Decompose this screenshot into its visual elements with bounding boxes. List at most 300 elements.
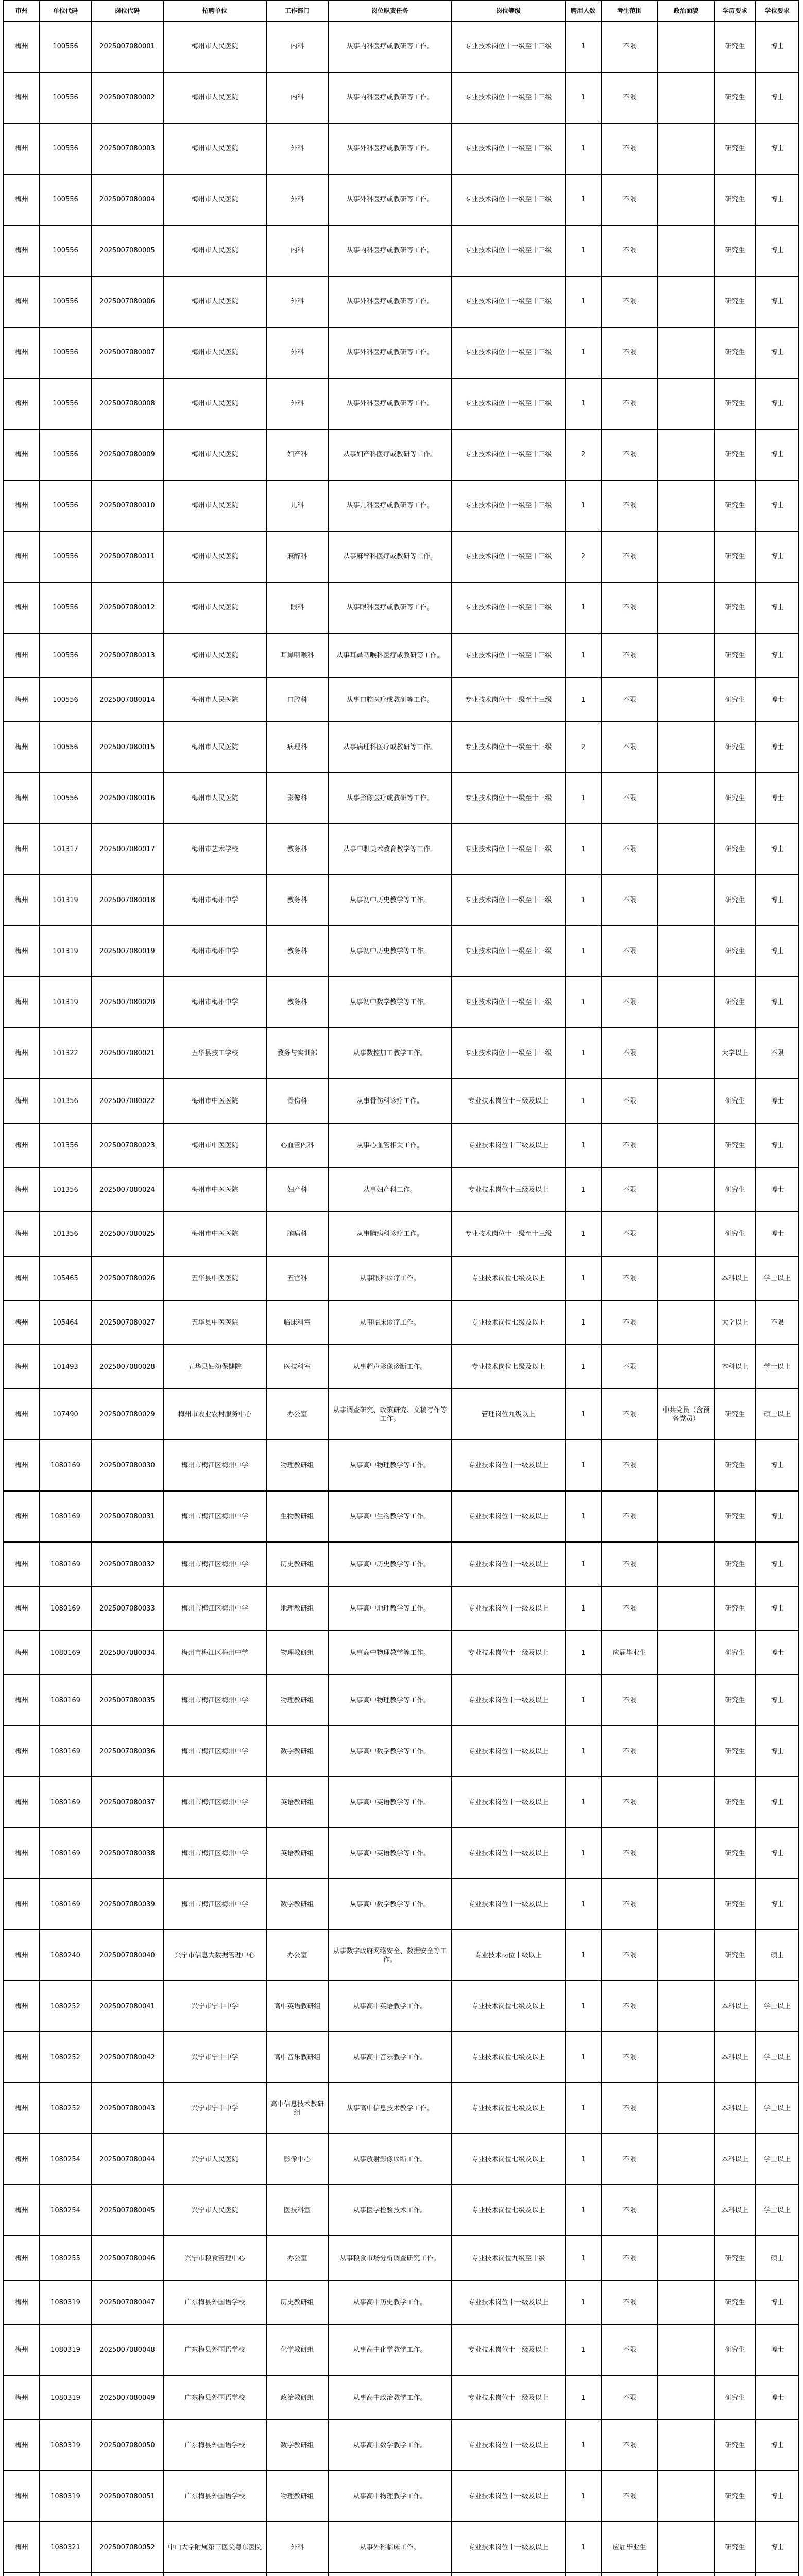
table-cell: 研究生 (714, 633, 756, 677)
table-row (4, 2376, 799, 2420)
table-cell: 梅州市梅江区梅州中学 (163, 1440, 266, 1491)
table-cell: 1 (565, 1675, 601, 1726)
table-cell: 不限 (601, 276, 658, 327)
table-row (4, 531, 799, 582)
table-cell: 2025007080013 (91, 633, 163, 677)
table-cell: 研究生 (714, 429, 756, 480)
table-cell: 不限 (601, 2032, 658, 2083)
table-cell: 1 (565, 1389, 601, 1440)
table-cell: 兴宁市粮食管理中心 (163, 2236, 266, 2280)
table-cell: 105464 (40, 1300, 91, 1345)
table-cell: 物理教研组 (266, 2471, 328, 2522)
table-row (4, 480, 799, 531)
table-cell: 从事高中化学教学工作。 (328, 2325, 452, 2376)
table-cell: 硕士 (756, 1930, 799, 1981)
table-cell: 广东梅县外国语学校 (163, 2471, 266, 2522)
table-cell: 梅州 (4, 1440, 40, 1491)
table-cell: 1 (565, 2083, 601, 2134)
table-cell: 从事高中物理教学工作。 (328, 2471, 452, 2522)
table-row (4, 225, 799, 276)
table-row (4, 1079, 799, 1123)
table-row (4, 1828, 799, 1879)
table-cell: 梅州 (4, 2280, 40, 2325)
table-cell: 从事眼科医疗或教研等工作。 (328, 582, 452, 633)
table-cell: 博士 (756, 2280, 799, 2325)
table-cell: 从事高中物理教学等工作。 (328, 1440, 452, 1491)
table-cell (658, 1586, 714, 1631)
table-cell: 专业技术岗位十一级至十三级 (452, 1028, 565, 1079)
table-cell: 不限 (601, 1675, 658, 1726)
table-row (4, 824, 799, 875)
table-cell: 从事高中数学教学等工作。 (328, 1726, 452, 1777)
table-cell: 博士 (756, 429, 799, 480)
table-cell: 不限 (601, 378, 658, 429)
table-cell: 专业技术岗位十一级至十三级 (452, 677, 565, 722)
column-header: 招聘单位 (163, 1, 266, 21)
table-cell: 学士以上 (756, 1345, 799, 1389)
table-cell: 五华县中医医院 (163, 1256, 266, 1300)
table-cell: 100556 (40, 225, 91, 276)
table-cell: 2025007080049 (91, 2376, 163, 2420)
table-cell: 历史教研组 (266, 1542, 328, 1586)
table-cell: 2025007080046 (91, 2236, 163, 2280)
table-row (4, 21, 799, 72)
column-header: 考生范围 (601, 1, 658, 21)
table-cell: 广东梅县外国语学校 (163, 2280, 266, 2325)
table-cell: 外科 (266, 378, 328, 429)
table-cell: 不限 (601, 824, 658, 875)
table-cell: 1080319 (40, 2420, 91, 2471)
table-cell: 101319 (40, 875, 91, 926)
table-cell: 2025007080037 (91, 1777, 163, 1828)
table-cell: 教务与实训部 (266, 1028, 328, 1079)
table-cell: 专业技术岗位十一级至十三级 (452, 327, 565, 378)
table-cell: 麻醉科 (266, 531, 328, 582)
table-cell (601, 2573, 658, 2576)
table-cell: 专业技术岗位十一级至十三级 (452, 531, 565, 582)
table-cell (565, 2573, 601, 2576)
table-cell: 学士以上 (756, 1981, 799, 2032)
table-cell: 梅州 (4, 2522, 40, 2573)
table-cell: 梅州市梅江区梅州中学 (163, 1777, 266, 1828)
table-cell (266, 2573, 328, 2576)
table-cell (658, 1777, 714, 1828)
table-cell: 不限 (601, 2083, 658, 2134)
table-cell: 兴宁市宁中中学 (163, 2083, 266, 2134)
table-cell: 不限 (601, 1879, 658, 1930)
table-cell: 梅州市人民医院 (163, 480, 266, 531)
table-cell (658, 722, 714, 773)
table-body (4, 21, 799, 2576)
table-cell: 不限 (601, 582, 658, 633)
table-cell: 专业技术岗位十一级至十三级 (452, 582, 565, 633)
table-cell: 1080319 (40, 2325, 91, 2376)
table-cell: 2025007080051 (91, 2471, 163, 2522)
table-cell: 2025007080006 (91, 276, 163, 327)
table-cell: 梅州市人民医院 (163, 327, 266, 378)
table-cell: 博士 (756, 926, 799, 977)
table-row (4, 378, 799, 429)
table-cell: 从事内科医疗或教研等工作。 (328, 72, 452, 123)
table-cell: 专业技术岗位十三级及以上 (452, 1079, 565, 1123)
table-cell: 博士 (756, 677, 799, 722)
table-cell: 研究生 (714, 1440, 756, 1491)
table-cell: 研究生 (714, 2376, 756, 2420)
table-cell: 1 (565, 174, 601, 225)
table-cell: 梅州 (4, 2236, 40, 2280)
column-header: 岗位职责任务 (328, 1, 452, 21)
table-cell: 从事外科医疗或教研等工作。 (328, 378, 452, 429)
table-cell: 研究生 (714, 2420, 756, 2471)
table-cell: 办公室 (266, 2236, 328, 2280)
table-cell: 五官科 (266, 1256, 328, 1300)
table-cell: 1 (565, 1726, 601, 1777)
table-cell: 2025007080033 (91, 1586, 163, 1631)
table-cell (658, 225, 714, 276)
table-cell: 研究生 (714, 276, 756, 327)
table-cell: 101356 (40, 1212, 91, 1256)
table-cell: 博士 (756, 1491, 799, 1542)
table-cell: 博士 (756, 582, 799, 633)
table-cell: 从事调查研究、政策研究、文稿写作等工作。 (328, 1389, 452, 1440)
table-cell (658, 1675, 714, 1726)
table-cell: 梅州市中医医院 (163, 1079, 266, 1123)
table-cell: 研究生 (714, 1491, 756, 1542)
table-cell: 2025007080050 (91, 2420, 163, 2471)
table-cell: 从事麻醉科医疗或教研等工作。 (328, 531, 452, 582)
table-cell: 本科以上 (714, 2032, 756, 2083)
table-cell: 博士 (756, 1079, 799, 1123)
table-cell: 梅州市人民医院 (163, 123, 266, 174)
table-cell: 研究生 (714, 2325, 756, 2376)
table-header-row (4, 1, 799, 21)
table-cell: 中山大学附属第三医院粤东医院 (163, 2522, 266, 2573)
table-cell: 2025007080032 (91, 1542, 163, 1586)
table-cell: 办公室 (266, 1930, 328, 1981)
table-cell: 1 (565, 926, 601, 977)
table-cell: 专业技术岗位十一级及以上 (452, 1631, 565, 1675)
table-cell: 专业技术岗位十一级及以上 (452, 2522, 565, 2573)
table-cell: 梅州 (4, 1212, 40, 1256)
table-cell: 梅州市人民医院 (163, 773, 266, 824)
table-cell: 2025007080047 (91, 2280, 163, 2325)
table-cell: 梅州市人民医院 (163, 225, 266, 276)
table-row (4, 875, 799, 926)
table-cell: 英语教研组 (266, 1828, 328, 1879)
table-cell: 生物教研组 (266, 1491, 328, 1542)
table-cell: 100556 (40, 327, 91, 378)
table-cell (658, 824, 714, 875)
table-cell: 临床科室 (266, 1300, 328, 1345)
table-cell (658, 2471, 714, 2522)
table-row (4, 1345, 799, 1389)
table-cell: 2025007080029 (91, 1389, 163, 1440)
table-cell: 1 (565, 123, 601, 174)
table-cell: 从事外科医疗或教研等工作。 (328, 123, 452, 174)
table-cell: 梅州市人民医院 (163, 677, 266, 722)
table-cell: 研究生 (714, 1167, 756, 1212)
table-cell: 博士 (756, 1879, 799, 1930)
table-cell: 2025007080048 (91, 2325, 163, 2376)
table-cell: 专业技术岗位十一级及以上 (452, 2376, 565, 2420)
table-cell (163, 2573, 266, 2576)
table-cell: 从事妇产科医疗或教研等工作。 (328, 429, 452, 480)
table-cell: 2025007080045 (91, 2185, 163, 2236)
table-cell: 1 (565, 1079, 601, 1123)
table-cell: 从事高中信息技术教学工作。 (328, 2083, 452, 2134)
table-cell: 研究生 (714, 1828, 756, 1879)
table-cell: 1 (565, 1777, 601, 1828)
table-cell: 从事高中历史教学工作。 (328, 2280, 452, 2325)
table-cell: 2025007080008 (91, 378, 163, 429)
table-cell: 2025007080031 (91, 1491, 163, 1542)
table-cell: 不限 (601, 773, 658, 824)
table-cell: 梅州 (4, 1777, 40, 1828)
table-cell (658, 429, 714, 480)
table-cell: 2025007080005 (91, 225, 163, 276)
table-cell: 1 (565, 1828, 601, 1879)
table-cell: 梅州市人民医院 (163, 633, 266, 677)
table-cell: 2025007080019 (91, 926, 163, 977)
table-cell: 梅州 (4, 225, 40, 276)
table-cell: 不限 (601, 1930, 658, 1981)
table-cell: 骨伤科 (266, 1079, 328, 1123)
table-cell: 梅州市中医医院 (163, 1212, 266, 1256)
table-cell: 从事耳鼻咽喉科医疗或教研等工作。 (328, 633, 452, 677)
table-cell: 不限 (601, 1586, 658, 1631)
table-cell: 1080319 (40, 2280, 91, 2325)
table-row (4, 1542, 799, 1586)
table-cell: 心血管内科 (266, 1123, 328, 1167)
table-cell: 博士 (756, 2522, 799, 2573)
table-cell: 2 (565, 722, 601, 773)
table-row (4, 1028, 799, 1079)
table-cell: 1 (565, 824, 601, 875)
table-cell: 博士 (756, 2420, 799, 2471)
table-cell: 101356 (40, 1123, 91, 1167)
table-cell: 不限 (601, 429, 658, 480)
table-cell: 从事骨伤科诊疗工作。 (328, 1079, 452, 1123)
table-cell: 博士 (756, 276, 799, 327)
table-cell: 不限 (601, 1981, 658, 2032)
table-cell: 100556 (40, 722, 91, 773)
table-cell: 梅州 (4, 327, 40, 378)
table-cell: 专业技术岗位十一级至十三级 (452, 1212, 565, 1256)
table-cell: 专业技术岗位十一级至十三级 (452, 480, 565, 531)
table-cell: 研究生 (714, 1930, 756, 1981)
table-cell: 本科以上 (714, 2185, 756, 2236)
table-cell: 兴宁市宁中中学 (163, 1981, 266, 2032)
table-cell: 梅州市人民医院 (163, 21, 266, 72)
table-cell: 眼科 (266, 582, 328, 633)
table-cell: 2025007080027 (91, 1300, 163, 1345)
table-cell: 梅州 (4, 1586, 40, 1631)
table-cell: 梅州 (4, 582, 40, 633)
table-cell: 从事心血管相关工作。 (328, 1123, 452, 1167)
table-cell (658, 1212, 714, 1256)
table-cell: 博士 (756, 378, 799, 429)
table-cell: 梅州 (4, 21, 40, 72)
table-row (4, 1440, 799, 1491)
table-cell (658, 1440, 714, 1491)
table-cell: 妇产科 (266, 1167, 328, 1212)
table-cell: 应届毕业生 (601, 1631, 658, 1675)
table-cell: 兴宁市人民医院 (163, 2185, 266, 2236)
table-cell: 不限 (601, 480, 658, 531)
table-cell: 梅州市梅江区梅州中学 (163, 1491, 266, 1542)
table-cell: 研究生 (714, 1123, 756, 1167)
table-cell: 梅州 (4, 1726, 40, 1777)
table-cell: 博士 (756, 327, 799, 378)
table-cell (658, 2134, 714, 2185)
table-cell: 梅州 (4, 2032, 40, 2083)
table-cell: 1080319 (40, 2471, 91, 2522)
column-header: 岗位等级 (452, 1, 565, 21)
table-cell: 从事数控加工教学工作。 (328, 1028, 452, 1079)
table-cell: 1080255 (40, 2236, 91, 2280)
table-cell: 2025007080036 (91, 1726, 163, 1777)
table-cell: 梅州 (4, 875, 40, 926)
table-cell: 1 (565, 1167, 601, 1212)
table-cell: 不限 (601, 1389, 658, 1440)
table-cell: 专业技术岗位十一级至十三级 (452, 875, 565, 926)
table-cell: 专业技术岗位十一级至十三级 (452, 722, 565, 773)
table-cell: 从事临床诊疗工作。 (328, 1300, 452, 1345)
table-row (4, 1300, 799, 1345)
table-cell: 专业技术岗位十一级及以上 (452, 1542, 565, 1586)
table-cell: 办公室 (266, 1389, 328, 1440)
table-cell: 不限 (601, 1079, 658, 1123)
table-cell: 梅州市人民医院 (163, 722, 266, 773)
table-cell (658, 1123, 714, 1167)
table-cell: 专业技术岗位十一级至十三级 (452, 926, 565, 977)
table-cell: 专业技术岗位十一级及以上 (452, 1777, 565, 1828)
table-cell: 1 (565, 2280, 601, 2325)
table-cell: 107490 (40, 1389, 91, 1440)
table-cell: 2025007080014 (91, 677, 163, 722)
table-cell: 专业技术岗位七级及以上 (452, 1256, 565, 1300)
table-cell: 2025007080016 (91, 773, 163, 824)
table-cell: 博士 (756, 722, 799, 773)
table-cell: 从事超声影像诊断工作。 (328, 1345, 452, 1389)
table-cell: 100556 (40, 378, 91, 429)
table-cell: 从事儿科医疗或教研等工作。 (328, 480, 452, 531)
table-cell: 梅州 (4, 1491, 40, 1542)
table-cell: 研究生 (714, 582, 756, 633)
table-cell: 2025007080030 (91, 1440, 163, 1491)
table-cell: 教务科 (266, 926, 328, 977)
table-cell: 研究生 (714, 72, 756, 123)
table-cell: 梅州 (4, 2185, 40, 2236)
table-cell: 专业技术岗位十一级至十三级 (452, 72, 565, 123)
table-cell (658, 773, 714, 824)
table-cell: 1 (565, 1300, 601, 1345)
table-cell: 广东梅县外国语学校 (163, 2325, 266, 2376)
table-cell: 不限 (601, 1256, 658, 1300)
table-cell: 2 (565, 429, 601, 480)
table-row (4, 1777, 799, 1828)
table-row (4, 123, 799, 174)
table-cell: 梅州市人民医院 (163, 72, 266, 123)
table-cell: 博士 (756, 2325, 799, 2376)
table-cell: 1080169 (40, 1675, 91, 1726)
table-cell: 专业技术岗位十一级及以上 (452, 1879, 565, 1930)
table-cell: 专业技术岗位七级及以上 (452, 1345, 565, 1389)
table-cell: 1080169 (40, 1542, 91, 1586)
table-cell: 研究生 (714, 1079, 756, 1123)
table-cell: 学士以上 (756, 2134, 799, 2185)
table-cell: 历史教研组 (266, 2280, 328, 2325)
table-cell: 博士 (756, 824, 799, 875)
table-cell: 梅州 (4, 531, 40, 582)
table-cell: 梅州市梅州中学 (163, 926, 266, 977)
table-cell (658, 21, 714, 72)
table-cell: 梅州 (4, 1675, 40, 1726)
table-cell: 梅州 (4, 378, 40, 429)
table-cell: 从事外科医疗或教研等工作。 (328, 276, 452, 327)
table-cell: 从事外科临床工作。 (328, 2522, 452, 2573)
table-cell (658, 2236, 714, 2280)
table-cell (658, 2280, 714, 2325)
table-cell (658, 2185, 714, 2236)
table-cell: 研究生 (714, 677, 756, 722)
table-cell: 2025007080009 (91, 429, 163, 480)
table-cell: 专业技术岗位十一级至十三级 (452, 174, 565, 225)
table-cell: 1 (565, 2185, 601, 2236)
table-cell: 1080252 (40, 2083, 91, 2134)
table-cell: 100556 (40, 429, 91, 480)
table-cell: 研究生 (714, 1675, 756, 1726)
table-row (4, 1675, 799, 1726)
table-cell: 不限 (601, 875, 658, 926)
table-cell: 101317 (40, 824, 91, 875)
table-cell: 梅州 (4, 2376, 40, 2420)
table-cell: 不限 (601, 2134, 658, 2185)
table-cell: 研究生 (714, 1389, 756, 1440)
table-cell: 梅州 (4, 2083, 40, 2134)
table-cell: 1 (565, 1345, 601, 1389)
table-cell: 博士 (756, 1586, 799, 1631)
table-cell: 博士 (756, 480, 799, 531)
table-cell: 专业技术岗位十级以上 (452, 1930, 565, 1981)
table-cell: 博士 (756, 174, 799, 225)
table-row (4, 1586, 799, 1631)
table-row (4, 926, 799, 977)
table-cell: 专业技术岗位七级及以上 (452, 1300, 565, 1345)
table-cell: 五华县技工学校 (163, 1028, 266, 1079)
table-cell (658, 977, 714, 1028)
table-cell: 不限 (601, 2185, 658, 2236)
table-cell: 1 (565, 2522, 601, 2573)
table-cell: 从事外科医疗或教研等工作。 (328, 327, 452, 378)
table-cell: 不限 (601, 1123, 658, 1167)
table-cell: 不限 (601, 2471, 658, 2522)
table-cell: 梅州市梅州中学 (163, 875, 266, 926)
table-cell: 2025007080018 (91, 875, 163, 926)
table-cell (658, 1930, 714, 1981)
table-cell: 梅州 (4, 1389, 40, 1440)
table-cell: 2025007080043 (91, 2083, 163, 2134)
table-cell: 梅州市梅州中学 (163, 977, 266, 1028)
table-cell: 专业技术岗位九级至十级 (452, 2236, 565, 2280)
table-cell: 研究生 (714, 2471, 756, 2522)
table-cell: 101493 (40, 1345, 91, 1389)
table-row (4, 2134, 799, 2185)
table-cell: 100556 (40, 276, 91, 327)
table-cell: 1 (565, 677, 601, 722)
table-cell: 博士 (756, 977, 799, 1028)
table-cell: 博士 (756, 2376, 799, 2420)
